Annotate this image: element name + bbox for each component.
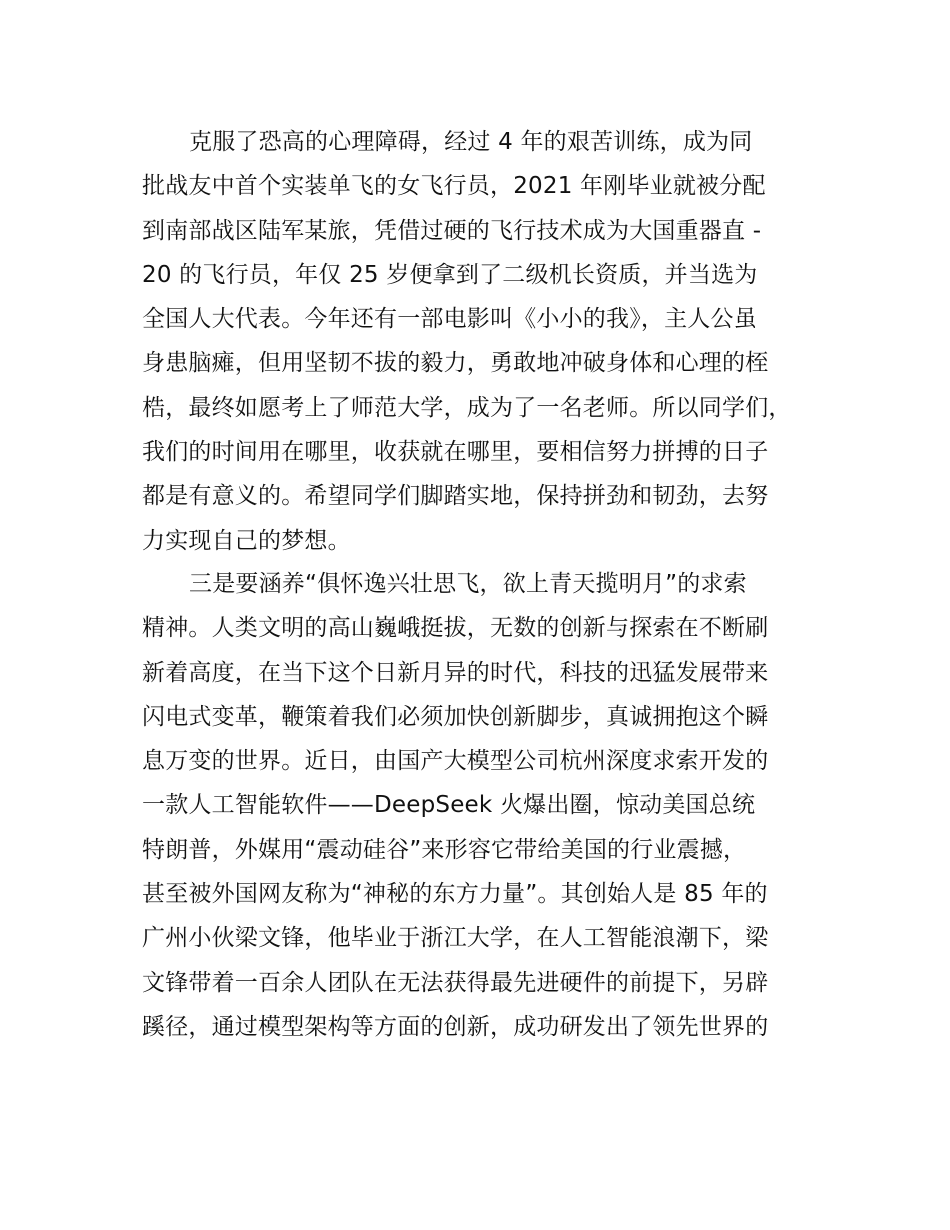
text-line: 文锋带着一百余人团队在无法获得最先进硬件的前提下，另辟 [142,969,769,996]
text-line: 身患脑瘫，但用坚韧不拔的毅力，勇敢地冲破身体和心理的桎 [142,350,769,377]
text-line: 我们的时间用在哪里，收获就在哪里，要相信努力拼搏的日子 [142,439,769,466]
paragraph-2 [142,562,842,1049]
text-line: 新着高度，在当下这个日新月异的时代，科技的迅猛发展带来 [142,659,769,686]
text-line: 克服了恐高的心理障碍，经过 4 年的艰苦训练，成为同 [189,129,753,155]
text-line: 闪电式变革，鞭策着我们必须加快创新脚步，真诚拥抱这个瞬 [142,703,769,730]
text-line: 到南部战区陆军某旅，凭借过硬的飞行技术成为大国重器直 - [142,217,762,244]
text-line: 息万变的世界。近日，由国产大模型公司杭州深度求索开发的 [142,748,769,775]
text-line: 三是要涵养“俱怀逸兴壮思飞，欲上青天揽明月”的求索 [189,571,747,597]
text-line: 梏，最终如愿考上了师范大学，成为了一名老师。所以同学们， [142,394,792,421]
text-line: 一款人工智能软件——DeepSeek 火爆出圈，惊动美国总统 [142,792,756,819]
text-line: 广州小伙梁文锋，他毕业于浙江大学，在人工智能浪潮下，梁 [142,925,769,952]
text-line: 20 的飞行员，年仅 25 岁便拿到了二级机长资质，并当选为 [142,261,758,288]
text-line: 特朗普，外媒用“震动硅谷”来形容它带给美国的行业震撼， [142,836,747,863]
text-line: 力实现自己的梦想。 [142,527,351,554]
text-line: 蹊径，通过模型架构等方面的创新，成功研发出了领先世界的 [142,1013,769,1040]
text-line: 都是有意义的。希望同学们脚踏实地，保持拼劲和韧劲，去努 [142,483,769,510]
text-line: 全国人大代表。今年还有一部电影叫《小小的我》，主人公虽 [142,306,757,333]
paragraph-1 [142,120,842,563]
text-line: 甚至被外国网友称为“神秘的东方力量”。其创始人是 85 年的 [142,881,768,908]
text-line: 精神。人类文明的高山巍峨挺拔，无数的创新与探索在不断刷 [142,615,769,642]
text-line: 批战友中首个实装单飞的女飞行员，2021 年刚毕业就被分配 [142,173,766,200]
